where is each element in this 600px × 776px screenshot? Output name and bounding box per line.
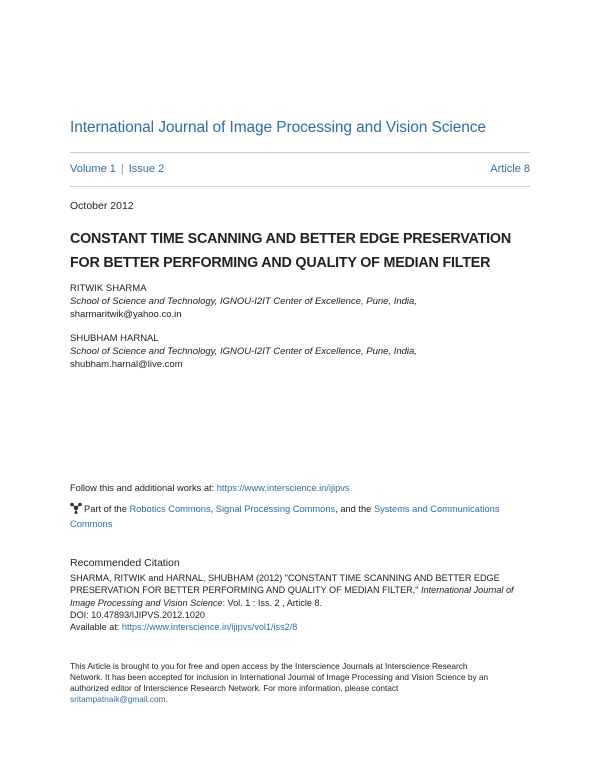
citation-text: PRESERVATION FOR BETTER PERFORMING AND QUALITY OF MEDIAN FILTER," — [70, 585, 422, 596]
issue-line — [70, 163, 530, 175]
issue-link[interactable]: Issue 2 — [128, 163, 165, 175]
notice-line: Network. It has been accepted for inclusion in International Journal of Image Processing and Vision Science by an — [70, 672, 489, 682]
paper-title-line: CONSTANT TIME SCANNING AND BETTER EDGE PRESERVATION — [70, 231, 511, 247]
bottom-divider — [70, 186, 530, 187]
author-block — [70, 332, 417, 371]
network-icon — [70, 502, 82, 514]
citation-line — [70, 597, 540, 609]
citation-line: SHARMA, RITWIK and HARNAL, SHUBHAM (2012) "CONSTANT TIME SCANNING AND BETTER EDGE — [70, 573, 500, 583]
article-url-link[interactable]: https://www.interscience.in/ijipvs/vol1/iss2/8 — [121, 622, 298, 633]
citation-journal: Image Processing and Vision Science — [70, 597, 223, 608]
follow-text: Follow this and additional works at: — [70, 483, 217, 493]
citation-heading: Recommended Citation — [70, 557, 180, 569]
contact-email-link[interactable]: sritampatnaik@gmail.com — [70, 694, 166, 704]
author-affiliation: School of Science and Technology, IGNOU-I2IT Center of Excellence, Pune, India, — [70, 346, 417, 357]
signal-processing-commons-link[interactable]: Signal Processing Commons — [215, 504, 336, 514]
notice-period: . — [165, 694, 168, 704]
citation-body — [70, 572, 540, 633]
follow-link[interactable]: https://www.interscience.in/ijipvs — [216, 483, 350, 493]
notice-line — [70, 694, 540, 705]
publication-date: October 2012 — [70, 200, 134, 212]
author-block — [70, 282, 417, 321]
part-of-comma: , — [210, 504, 216, 514]
robotics-commons-link[interactable]: Robotics Commons — [129, 504, 211, 514]
part-of-and: , and the — [335, 504, 374, 514]
paper-title — [70, 227, 540, 275]
article-link[interactable]: Article 8 — [490, 163, 530, 175]
citation-volume: : Vol. 1 : Iss. 2 , Article 8. — [222, 597, 323, 608]
follow-line — [70, 483, 350, 493]
systems-communications-commons-link[interactable]: Systems and Communications Commons — [70, 504, 500, 529]
access-notice — [70, 661, 540, 705]
volume-link[interactable]: Volume 1 — [70, 163, 116, 175]
available-prefix: Available at: — [70, 622, 122, 633]
citation-doi: DOI: 10.47893/IJIPVS.2012.1020 — [70, 609, 205, 620]
author-name: SHUBHAM HARNAL — [70, 333, 159, 344]
notice-line: This Article is brought to you for free and open access by the Interscience Journals at Interscience Research — [70, 661, 468, 671]
citation-journal: International Journal of — [421, 585, 514, 596]
author-affiliation: School of Science and Technology, IGNOU-I2IT Center of Excellence, Pune, India, — [70, 296, 417, 307]
top-divider — [70, 152, 530, 153]
part-of-line — [70, 502, 540, 532]
issue-separator: | — [120, 163, 124, 175]
citation-line — [70, 584, 540, 596]
author-name: RITWIK SHARMA — [70, 283, 147, 294]
journal-title[interactable]: International Journal of Image Processing and Vision Science — [70, 119, 486, 136]
notice-line: authorized editor of Interscience Research Network. For more information, please contact — [70, 683, 399, 693]
part-of-prefix: Part of the — [84, 504, 130, 514]
author-email: sharmaritwik@yahoo.co.in — [70, 309, 182, 320]
author-email: shubham.harnal@live.com — [70, 359, 183, 370]
paper-title-line: FOR BETTER PERFORMING AND QUALITY OF MEDIAN FILTER — [70, 255, 491, 271]
citation-available — [70, 621, 540, 633]
